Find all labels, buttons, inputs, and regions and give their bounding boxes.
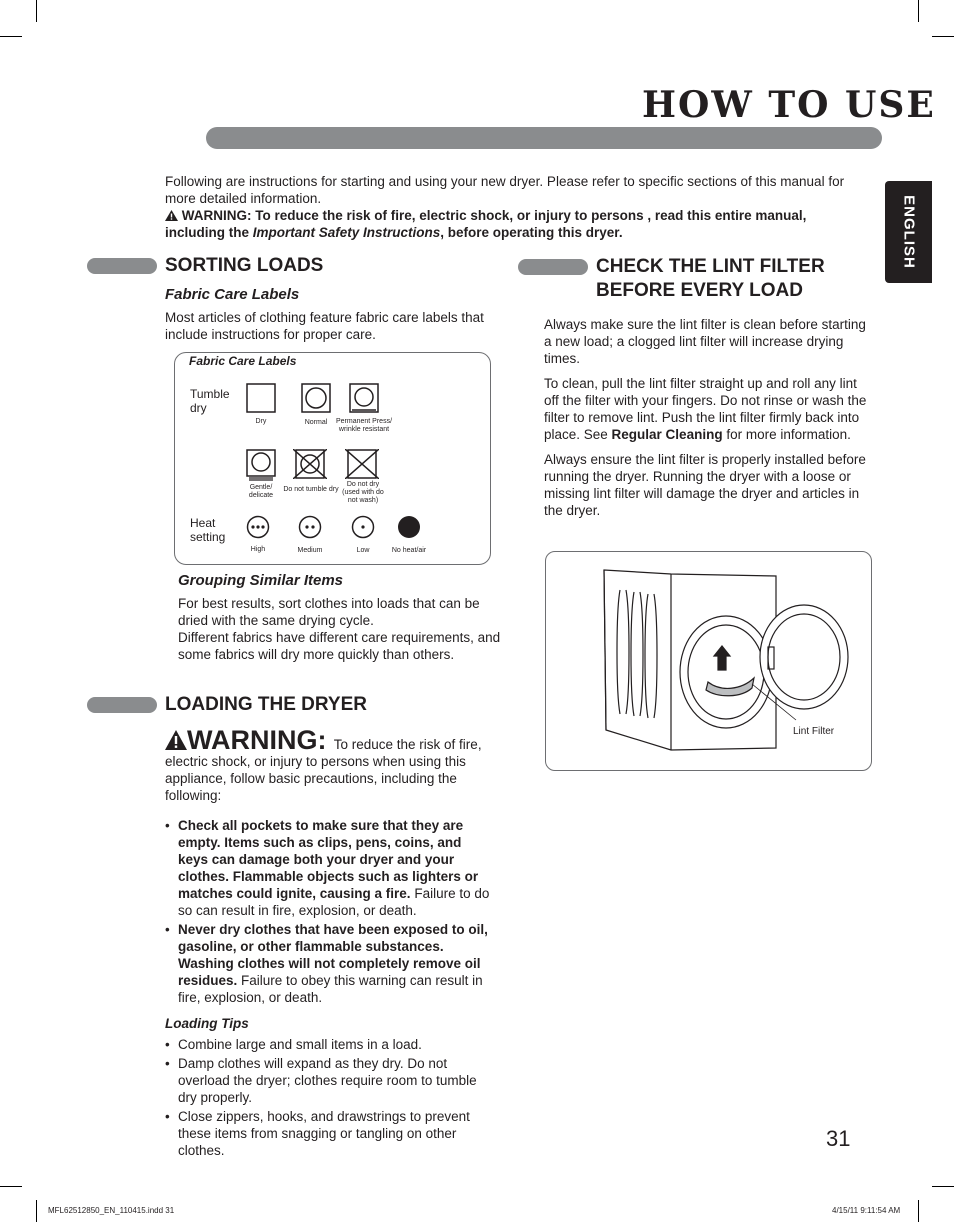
do-not-tumble-dry-caption: Do not tumble dry [283,486,339,493]
language-tab-label: ENGLISH [900,195,917,269]
warning-icon [165,730,187,750]
intro-warning-label: WARNING: To reduce the risk of fire, electric shock, or injury to persons , read this entire manual, including the [165,208,807,240]
section-pill [518,259,588,275]
intro [165,173,865,241]
tumble-label-2: dry [190,401,207,415]
list-item: • Combine large and small items in a load. [165,1036,483,1053]
section-pill [87,258,157,274]
loading-tips [165,1036,483,1161]
tumble-label [190,387,230,415]
lint-p2a: To clean, pull the lint filter straight up and roll any lint off the filter with your fingers. Do not rinse or wash the filter to remove lint. Push the lint filter firmly back into place. See [544,376,867,442]
bullet-normal: Failure to obey this warning can result in fire, explosion, or death. [178,973,483,1005]
gentle-caption: Gentle/ delicate [248,484,274,499]
normal-caption: Normal [304,419,328,426]
heat-label-2: setting [190,530,226,544]
language-tab [885,181,932,283]
fabric-care-subheading: Fabric Care Labels [165,286,300,303]
grouping-text [178,595,503,663]
lint-filter-label: Lint Filter [793,726,835,737]
fabric-box-title: Fabric Care Labels [189,354,297,368]
heat-label-1: Heat [190,516,216,530]
lint-p2 [544,375,874,443]
section-pill [87,697,157,713]
dry-icon [246,383,276,413]
lint-text [544,316,874,519]
low-caption: Low [356,547,370,554]
loading-warning-text: To reduce the risk of fire, electric shock, or injury to persons when using this appliance, follow basic precautions, including the following: [165,737,482,803]
dry-caption: Dry [255,418,267,425]
high-caption: High [250,546,266,553]
bullet-bold: Check all pockets to make sure that they are empty. Items such as clips, pens, coins, and keys can damage both your dryer and your clothes. Flammable objects such as lighters or matches could ignite, causing a fire. [178,818,479,901]
page-title: HOW TO USE [642,84,936,126]
loading-heading: LOADING THE DRYER [165,694,367,715]
no-heat-caption: No heat/air [391,547,427,554]
lint-heading [596,255,825,303]
title-bar [206,127,882,149]
loading-warning [165,725,487,804]
permanent-press-caption: Permanent Press/ wrinkle resistant [335,418,393,433]
no-heat-icon [397,515,421,539]
high-heat-icon [246,515,270,539]
do-not-dry-caption: Do not dry (used with do not wash) [342,481,384,504]
list-item: • Close zippers, hooks, and drawstrings to prevent these items from snagging or tangling on other clothes. [165,1108,483,1159]
footer-right: 4/15/11 9:11:54 AM [832,1206,901,1215]
crop-mark [0,36,22,37]
lint-p3: Always ensure the lint filter is properly installed before running the dryer. Running the dryer with a loose or missing lint filter will damage the dryer and articles in the dryer. [544,452,866,518]
page-number: 31 [826,1126,851,1151]
intro-warning [165,207,865,241]
do-not-tumble-dry-icon [293,449,327,479]
lint-p2c: for more information. [722,427,851,442]
intro-text: Following are instructions for starting and using your new dryer. Please refer to specific sections of this manual for more detailed information. [165,174,845,206]
list-item: • Damp clothes will expand as they dry. Do not overload the dryer; clothes require room to tumble dry properly. [165,1055,483,1106]
grouping-text-a: For best results, sort clothes into loads that can be dried with the same drying cycle. [178,596,480,628]
intro-warning-italic: Important Safety Instructions [252,225,441,240]
loading-tips-heading: Loading Tips [165,1016,249,1031]
crop-mark [918,1200,919,1222]
fabric-care-box [174,352,491,565]
lint-p2b: Regular Cleaning [611,427,723,442]
medium-caption: Medium [297,547,323,554]
permanent-press-icon [349,383,379,413]
footer-left: MFL62512850_EN_110415.indd 31 [48,1206,175,1215]
intro-warning-end: , before operating this dryer. [440,225,623,240]
dryer-figure [545,551,872,771]
bullet-bold: Never dry clothes that have been exposed to oil, gasoline, or other flammable substances. Washing clothes will not completely remove oil residues. [178,922,488,988]
warning-bullets [165,817,495,1008]
lint-heading-2: BEFORE EVERY LOAD [596,280,803,301]
crop-mark [932,1186,954,1187]
heat-label [190,516,225,544]
gentle-icon [246,449,276,481]
sorting-heading: SORTING LOADS [165,255,324,276]
bullet-normal: Failure to do so can result in fire, explosion, or death. [178,886,490,918]
crop-mark [932,36,954,37]
medium-heat-icon [298,515,322,539]
tumble-label-1: Tumble [190,387,230,401]
grouping-text-b: Different fabrics have different care requirements, and some fabrics will dry more quickly than others. [178,630,501,662]
list-item [165,817,495,919]
crop-mark [36,1200,37,1222]
dryer-illustration [546,552,871,770]
lint-p1: Always make sure the lint filter is clean before starting a new load; a clogged lint filter will increase drying times. [544,317,866,366]
low-heat-icon [351,515,375,539]
warning-word: WARNING: [187,725,327,755]
lint-heading-1: CHECK THE LINT FILTER [596,256,825,277]
list-item [165,921,495,1006]
fabric-care-text: Most articles of clothing feature fabric care labels that include instructions for proper care. [165,310,484,342]
do-not-dry-icon [345,449,379,479]
normal-icon [301,383,331,413]
crop-mark [36,0,37,22]
crop-mark [918,0,919,22]
grouping-subheading: Grouping Similar Items [178,572,344,589]
crop-mark [0,1186,22,1187]
warning-icon [165,210,178,221]
